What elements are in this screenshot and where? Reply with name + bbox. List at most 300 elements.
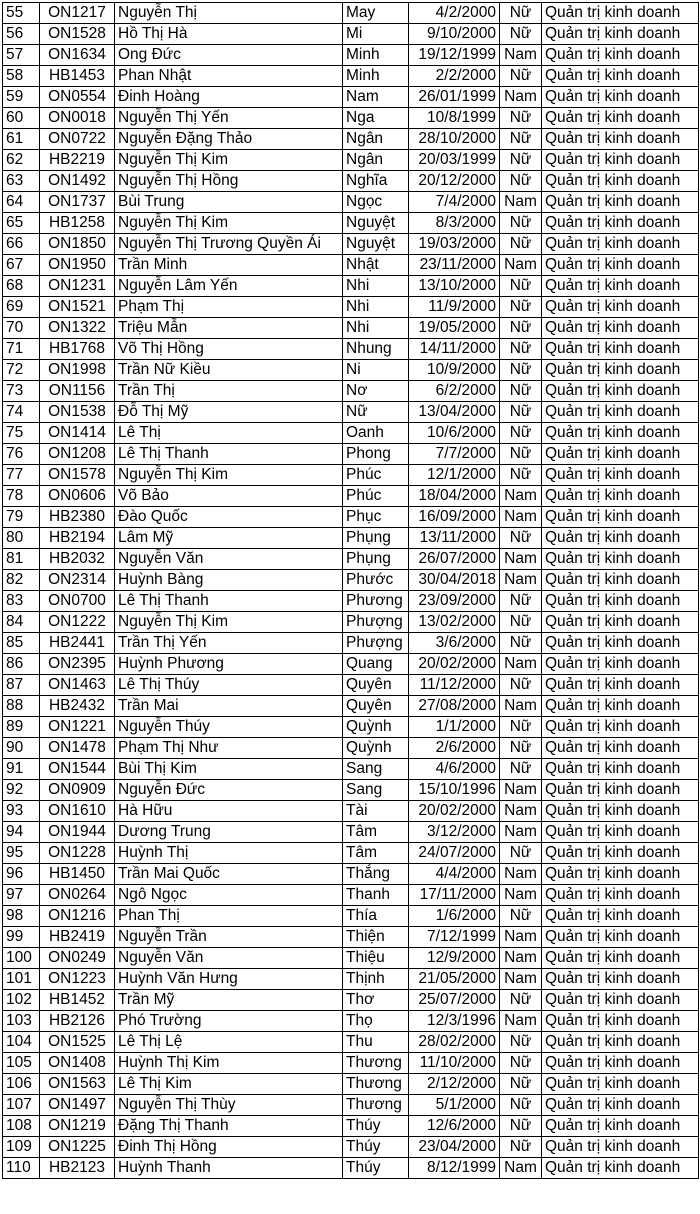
student-id-cell: ON1528 <box>40 24 115 45</box>
last-name-cell: Nguyễn Thị Yến <box>115 108 343 129</box>
row-number-cell: 59 <box>3 87 40 108</box>
gender-cell: Nam <box>500 927 542 948</box>
table-row <box>3 759 699 780</box>
birth-date-cell: 28/10/2000 <box>409 129 500 150</box>
major-cell: Quản trị kinh doanh <box>542 1158 699 1179</box>
last-name-cell: Hà Hữu <box>115 801 343 822</box>
table-row <box>3 1116 699 1137</box>
major-cell: Quản trị kinh doanh <box>542 255 699 276</box>
birth-date-cell: 16/09/2000 <box>409 507 500 528</box>
major-cell: Quản trị kinh doanh <box>542 801 699 822</box>
table-row <box>3 591 699 612</box>
birth-date-cell: 24/07/2000 <box>409 843 500 864</box>
last-name-cell: Phạm Thị Như <box>115 738 343 759</box>
first-name-cell: Thơ <box>343 990 409 1011</box>
row-number-cell: 80 <box>3 528 40 549</box>
row-number-cell: 96 <box>3 864 40 885</box>
student-table-body <box>3 3 699 1179</box>
major-cell: Quản trị kinh doanh <box>542 990 699 1011</box>
student-id-cell: ON1408 <box>40 1053 115 1074</box>
table-row <box>3 465 699 486</box>
birth-date-cell: 13/02/2000 <box>409 612 500 633</box>
first-name-cell: Tâm <box>343 843 409 864</box>
major-cell: Quản trị kinh doanh <box>542 360 699 381</box>
student-id-cell: ON1208 <box>40 444 115 465</box>
major-cell: Quản trị kinh doanh <box>542 87 699 108</box>
table-row <box>3 444 699 465</box>
row-number-cell: 79 <box>3 507 40 528</box>
birth-date-cell: 10/8/1999 <box>409 108 500 129</box>
row-number-cell: 97 <box>3 885 40 906</box>
gender-cell: Nam <box>500 45 542 66</box>
last-name-cell: Huỳnh Bàng <box>115 570 343 591</box>
major-cell: Quản trị kinh doanh <box>542 423 699 444</box>
gender-cell: Nam <box>500 969 542 990</box>
row-number-cell: 101 <box>3 969 40 990</box>
last-name-cell: Đinh Hoàng <box>115 87 343 108</box>
last-name-cell: Nguyễn Thị <box>115 3 343 24</box>
table-row <box>3 969 699 990</box>
first-name-cell: Nhi <box>343 318 409 339</box>
major-cell: Quản trị kinh doanh <box>542 192 699 213</box>
student-id-cell: HB2432 <box>40 696 115 717</box>
major-cell: Quản trị kinh doanh <box>542 213 699 234</box>
last-name-cell: Lê Thị Thanh <box>115 444 343 465</box>
last-name-cell: Bùi Thị Kim <box>115 759 343 780</box>
student-id-cell: HB1450 <box>40 864 115 885</box>
student-id-cell: ON0606 <box>40 486 115 507</box>
first-name-cell: Ngọc <box>343 192 409 213</box>
gender-cell: Nữ <box>500 1137 542 1158</box>
gender-cell: Nam <box>500 948 542 969</box>
birth-date-cell: 7/4/2000 <box>409 192 500 213</box>
gender-cell: Nữ <box>500 108 542 129</box>
row-number-cell: 67 <box>3 255 40 276</box>
student-id-cell: ON1221 <box>40 717 115 738</box>
gender-cell: Nam <box>500 87 542 108</box>
row-number-cell: 72 <box>3 360 40 381</box>
major-cell: Quản trị kinh doanh <box>542 1137 699 1158</box>
table-row <box>3 1011 699 1032</box>
row-number-cell: 99 <box>3 927 40 948</box>
birth-date-cell: 4/6/2000 <box>409 759 500 780</box>
gender-cell: Nữ <box>500 444 542 465</box>
student-id-cell: ON1610 <box>40 801 115 822</box>
row-number-cell: 98 <box>3 906 40 927</box>
row-number-cell: 108 <box>3 1116 40 1137</box>
table-row <box>3 864 699 885</box>
table-row <box>3 1053 699 1074</box>
table-row <box>3 192 699 213</box>
table-row <box>3 486 699 507</box>
last-name-cell: Nguyễn Đức <box>115 780 343 801</box>
birth-date-cell: 6/2/2000 <box>409 381 500 402</box>
birth-date-cell: 21/05/2000 <box>409 969 500 990</box>
row-number-cell: 65 <box>3 213 40 234</box>
gender-cell: Nữ <box>500 24 542 45</box>
gender-cell: Nữ <box>500 1053 542 1074</box>
birth-date-cell: 3/6/2000 <box>409 633 500 654</box>
table-row <box>3 1137 699 1158</box>
gender-cell: Nữ <box>500 738 542 759</box>
row-number-cell: 82 <box>3 570 40 591</box>
table-row <box>3 45 699 66</box>
last-name-cell: Ngô Ngọc <box>115 885 343 906</box>
last-name-cell: Nguyễn Lâm Yến <box>115 276 343 297</box>
major-cell: Quản trị kinh doanh <box>542 1095 699 1116</box>
major-cell: Quản trị kinh doanh <box>542 1032 699 1053</box>
birth-date-cell: 20/02/2000 <box>409 654 500 675</box>
major-cell: Quản trị kinh doanh <box>542 444 699 465</box>
gender-cell: Nữ <box>500 591 542 612</box>
last-name-cell: Huỳnh Phương <box>115 654 343 675</box>
table-row <box>3 234 699 255</box>
first-name-cell: Quyên <box>343 696 409 717</box>
birth-date-cell: 25/07/2000 <box>409 990 500 1011</box>
major-cell: Quản trị kinh doanh <box>542 843 699 864</box>
first-name-cell: Nữ <box>343 402 409 423</box>
first-name-cell: Ngân <box>343 129 409 150</box>
student-id-cell: ON0018 <box>40 108 115 129</box>
student-table <box>2 2 699 1179</box>
last-name-cell: Huỳnh Văn Hưng <box>115 969 343 990</box>
first-name-cell: Ni <box>343 360 409 381</box>
last-name-cell: Võ Bảo <box>115 486 343 507</box>
first-name-cell: Phụng <box>343 528 409 549</box>
major-cell: Quản trị kinh doanh <box>542 171 699 192</box>
gender-cell: Nữ <box>500 1095 542 1116</box>
table-row <box>3 276 699 297</box>
table-row <box>3 297 699 318</box>
row-number-cell: 55 <box>3 3 40 24</box>
table-row <box>3 318 699 339</box>
first-name-cell: Nghĩa <box>343 171 409 192</box>
major-cell: Quản trị kinh doanh <box>542 3 699 24</box>
gender-cell: Nam <box>500 486 542 507</box>
row-number-cell: 58 <box>3 66 40 87</box>
first-name-cell: Thúy <box>343 1137 409 1158</box>
first-name-cell: Quyên <box>343 675 409 696</box>
gender-cell: Nữ <box>500 843 542 864</box>
student-id-cell: HB1453 <box>40 66 115 87</box>
student-id-cell: ON1223 <box>40 969 115 990</box>
birth-date-cell: 12/1/2000 <box>409 465 500 486</box>
gender-cell: Nữ <box>500 759 542 780</box>
major-cell: Quản trị kinh doanh <box>542 885 699 906</box>
first-name-cell: Thía <box>343 906 409 927</box>
gender-cell: Nữ <box>500 129 542 150</box>
gender-cell: Nam <box>500 549 542 570</box>
gender-cell: Nữ <box>500 381 542 402</box>
birth-date-cell: 11/12/2000 <box>409 675 500 696</box>
last-name-cell: Võ Thị Hồng <box>115 339 343 360</box>
gender-cell: Nữ <box>500 675 542 696</box>
row-number-cell: 109 <box>3 1137 40 1158</box>
last-name-cell: Phan Nhật <box>115 66 343 87</box>
last-name-cell: Nguyễn Thị Thùy <box>115 1095 343 1116</box>
last-name-cell: Bùi Trung <box>115 192 343 213</box>
table-row <box>3 633 699 654</box>
table-row <box>3 570 699 591</box>
student-id-cell: ON1950 <box>40 255 115 276</box>
student-id-cell: ON1156 <box>40 381 115 402</box>
gender-cell: Nữ <box>500 213 542 234</box>
row-number-cell: 74 <box>3 402 40 423</box>
last-name-cell: Nguyễn Trần <box>115 927 343 948</box>
first-name-cell: Phúc <box>343 486 409 507</box>
birth-date-cell: 23/09/2000 <box>409 591 500 612</box>
first-name-cell: Phượng <box>343 612 409 633</box>
last-name-cell: Đỗ Thị Mỹ <box>115 402 343 423</box>
table-row <box>3 129 699 150</box>
birth-date-cell: 14/11/2000 <box>409 339 500 360</box>
first-name-cell: Nhật <box>343 255 409 276</box>
birth-date-cell: 30/04/2018 <box>409 570 500 591</box>
table-row <box>3 528 699 549</box>
student-id-cell: ON0909 <box>40 780 115 801</box>
major-cell: Quản trị kinh doanh <box>542 906 699 927</box>
first-name-cell: Quang <box>343 654 409 675</box>
gender-cell: Nam <box>500 192 542 213</box>
last-name-cell: Phạm Thị <box>115 297 343 318</box>
gender-cell: Nữ <box>500 234 542 255</box>
first-name-cell: Nguyệt <box>343 234 409 255</box>
student-id-cell: ON1497 <box>40 1095 115 1116</box>
student-id-cell: ON1478 <box>40 738 115 759</box>
gender-cell: Nữ <box>500 318 542 339</box>
row-number-cell: 95 <box>3 843 40 864</box>
row-number-cell: 89 <box>3 717 40 738</box>
table-row <box>3 1074 699 1095</box>
major-cell: Quản trị kinh doanh <box>542 150 699 171</box>
birth-date-cell: 23/04/2000 <box>409 1137 500 1158</box>
student-id-cell: HB2380 <box>40 507 115 528</box>
row-number-cell: 100 <box>3 948 40 969</box>
last-name-cell: Nguyễn Văn <box>115 948 343 969</box>
student-id-cell: ON0722 <box>40 129 115 150</box>
row-number-cell: 62 <box>3 150 40 171</box>
row-number-cell: 85 <box>3 633 40 654</box>
last-name-cell: Lê Thị Thanh <box>115 591 343 612</box>
row-number-cell: 68 <box>3 276 40 297</box>
student-id-cell: ON1538 <box>40 402 115 423</box>
birth-date-cell: 15/10/1996 <box>409 780 500 801</box>
birth-date-cell: 2/2/2000 <box>409 66 500 87</box>
table-row <box>3 948 699 969</box>
row-number-cell: 87 <box>3 675 40 696</box>
first-name-cell: Thắng <box>343 864 409 885</box>
major-cell: Quản trị kinh doanh <box>542 297 699 318</box>
birth-date-cell: 13/11/2000 <box>409 528 500 549</box>
table-row <box>3 108 699 129</box>
table-row <box>3 612 699 633</box>
gender-cell: Nữ <box>500 360 542 381</box>
birth-date-cell: 1/1/2000 <box>409 717 500 738</box>
gender-cell: Nam <box>500 255 542 276</box>
gender-cell: Nam <box>500 654 542 675</box>
last-name-cell: Trần Mai Quốc <box>115 864 343 885</box>
last-name-cell: Trần Mai <box>115 696 343 717</box>
row-number-cell: 94 <box>3 822 40 843</box>
birth-date-cell: 26/07/2000 <box>409 549 500 570</box>
student-id-cell: ON1219 <box>40 1116 115 1137</box>
table-row <box>3 822 699 843</box>
table-row <box>3 696 699 717</box>
last-name-cell: Nguyễn Thị Kim <box>115 150 343 171</box>
gender-cell: Nữ <box>500 612 542 633</box>
table-row <box>3 654 699 675</box>
row-number-cell: 56 <box>3 24 40 45</box>
last-name-cell: Đinh Thị Hồng <box>115 1137 343 1158</box>
last-name-cell: Nguyễn Văn <box>115 549 343 570</box>
first-name-cell: Nhung <box>343 339 409 360</box>
row-number-cell: 84 <box>3 612 40 633</box>
student-id-cell: ON1222 <box>40 612 115 633</box>
student-id-cell: HB1452 <box>40 990 115 1011</box>
first-name-cell: Phúc <box>343 465 409 486</box>
major-cell: Quản trị kinh doanh <box>542 864 699 885</box>
student-id-cell: HB2194 <box>40 528 115 549</box>
student-id-cell: HB2219 <box>40 150 115 171</box>
student-id-cell: ON2314 <box>40 570 115 591</box>
row-number-cell: 60 <box>3 108 40 129</box>
major-cell: Quản trị kinh doanh <box>542 66 699 87</box>
major-cell: Quản trị kinh doanh <box>542 465 699 486</box>
last-name-cell: Lâm Mỹ <box>115 528 343 549</box>
major-cell: Quản trị kinh doanh <box>542 738 699 759</box>
row-number-cell: 63 <box>3 171 40 192</box>
last-name-cell: Nguyễn Thị Hồng <box>115 171 343 192</box>
table-row <box>3 1032 699 1053</box>
birth-date-cell: 12/6/2000 <box>409 1116 500 1137</box>
birth-date-cell: 19/05/2000 <box>409 318 500 339</box>
row-number-cell: 76 <box>3 444 40 465</box>
first-name-cell: Phương <box>343 591 409 612</box>
gender-cell: Nữ <box>500 1074 542 1095</box>
major-cell: Quản trị kinh doanh <box>542 948 699 969</box>
student-id-cell: ON1634 <box>40 45 115 66</box>
gender-cell: Nữ <box>500 990 542 1011</box>
birth-date-cell: 27/08/2000 <box>409 696 500 717</box>
table-row <box>3 507 699 528</box>
row-number-cell: 88 <box>3 696 40 717</box>
birth-date-cell: 10/6/2000 <box>409 423 500 444</box>
last-name-cell: Lê Thị Lệ <box>115 1032 343 1053</box>
gender-cell: Nữ <box>500 66 542 87</box>
first-name-cell: Thương <box>343 1074 409 1095</box>
row-number-cell: 78 <box>3 486 40 507</box>
last-name-cell: Trần Nữ Kiều <box>115 360 343 381</box>
birth-date-cell: 2/12/2000 <box>409 1074 500 1095</box>
row-number-cell: 93 <box>3 801 40 822</box>
gender-cell: Nữ <box>500 1116 542 1137</box>
table-row <box>3 87 699 108</box>
row-number-cell: 90 <box>3 738 40 759</box>
birth-date-cell: 3/12/2000 <box>409 822 500 843</box>
row-number-cell: 103 <box>3 1011 40 1032</box>
first-name-cell: Phụng <box>343 549 409 570</box>
first-name-cell: Thọ <box>343 1011 409 1032</box>
table-row <box>3 381 699 402</box>
row-number-cell: 73 <box>3 381 40 402</box>
row-number-cell: 92 <box>3 780 40 801</box>
first-name-cell: May <box>343 3 409 24</box>
last-name-cell: Lê Thị Thúy <box>115 675 343 696</box>
birth-date-cell: 1/6/2000 <box>409 906 500 927</box>
last-name-cell: Huỳnh Thị <box>115 843 343 864</box>
last-name-cell: Đặng Thị Thanh <box>115 1116 343 1137</box>
gender-cell: Nữ <box>500 423 542 444</box>
student-id-cell: ON1225 <box>40 1137 115 1158</box>
first-name-cell: Nhi <box>343 276 409 297</box>
last-name-cell: Ong Đức <box>115 45 343 66</box>
first-name-cell: Minh <box>343 66 409 87</box>
row-number-cell: 75 <box>3 423 40 444</box>
row-number-cell: 106 <box>3 1074 40 1095</box>
birth-date-cell: 7/7/2000 <box>409 444 500 465</box>
table-row <box>3 1158 699 1179</box>
major-cell: Quản trị kinh doanh <box>542 234 699 255</box>
birth-date-cell: 8/3/2000 <box>409 213 500 234</box>
first-name-cell: Thiện <box>343 927 409 948</box>
major-cell: Quản trị kinh doanh <box>542 24 699 45</box>
major-cell: Quản trị kinh doanh <box>542 822 699 843</box>
birth-date-cell: 19/03/2000 <box>409 234 500 255</box>
last-name-cell: Trần Thị <box>115 381 343 402</box>
major-cell: Quản trị kinh doanh <box>542 402 699 423</box>
last-name-cell: Trần Thị Yến <box>115 633 343 654</box>
gender-cell: Nữ <box>500 339 542 360</box>
student-id-cell: ON1228 <box>40 843 115 864</box>
first-name-cell: Phục <box>343 507 409 528</box>
table-row <box>3 360 699 381</box>
last-name-cell: Huỳnh Thanh <box>115 1158 343 1179</box>
first-name-cell: Phước <box>343 570 409 591</box>
student-id-cell: ON1525 <box>40 1032 115 1053</box>
birth-date-cell: 5/1/2000 <box>409 1095 500 1116</box>
birth-date-cell: 4/2/2000 <box>409 3 500 24</box>
first-name-cell: Thúy <box>343 1158 409 1179</box>
birth-date-cell: 20/12/2000 <box>409 171 500 192</box>
table-row <box>3 717 699 738</box>
first-name-cell: Nguyệt <box>343 213 409 234</box>
first-name-cell: Thu <box>343 1032 409 1053</box>
first-name-cell: Nơ <box>343 381 409 402</box>
birth-date-cell: 2/6/2000 <box>409 738 500 759</box>
first-name-cell: Tài <box>343 801 409 822</box>
first-name-cell: Thiệu <box>343 948 409 969</box>
gender-cell: Nam <box>500 1011 542 1032</box>
student-id-cell: ON0249 <box>40 948 115 969</box>
birth-date-cell: 4/4/2000 <box>409 864 500 885</box>
table-row <box>3 171 699 192</box>
row-number-cell: 102 <box>3 990 40 1011</box>
birth-date-cell: 26/01/1999 <box>409 87 500 108</box>
gender-cell: Nữ <box>500 465 542 486</box>
table-row <box>3 402 699 423</box>
student-id-cell: ON0700 <box>40 591 115 612</box>
major-cell: Quản trị kinh doanh <box>542 675 699 696</box>
student-id-cell: ON1544 <box>40 759 115 780</box>
gender-cell: Nam <box>500 801 542 822</box>
major-cell: Quản trị kinh doanh <box>542 591 699 612</box>
birth-date-cell: 11/10/2000 <box>409 1053 500 1074</box>
row-number-cell: 83 <box>3 591 40 612</box>
gender-cell: Nữ <box>500 633 542 654</box>
first-name-cell: Thanh <box>343 885 409 906</box>
student-id-cell: ON1578 <box>40 465 115 486</box>
table-row <box>3 990 699 1011</box>
